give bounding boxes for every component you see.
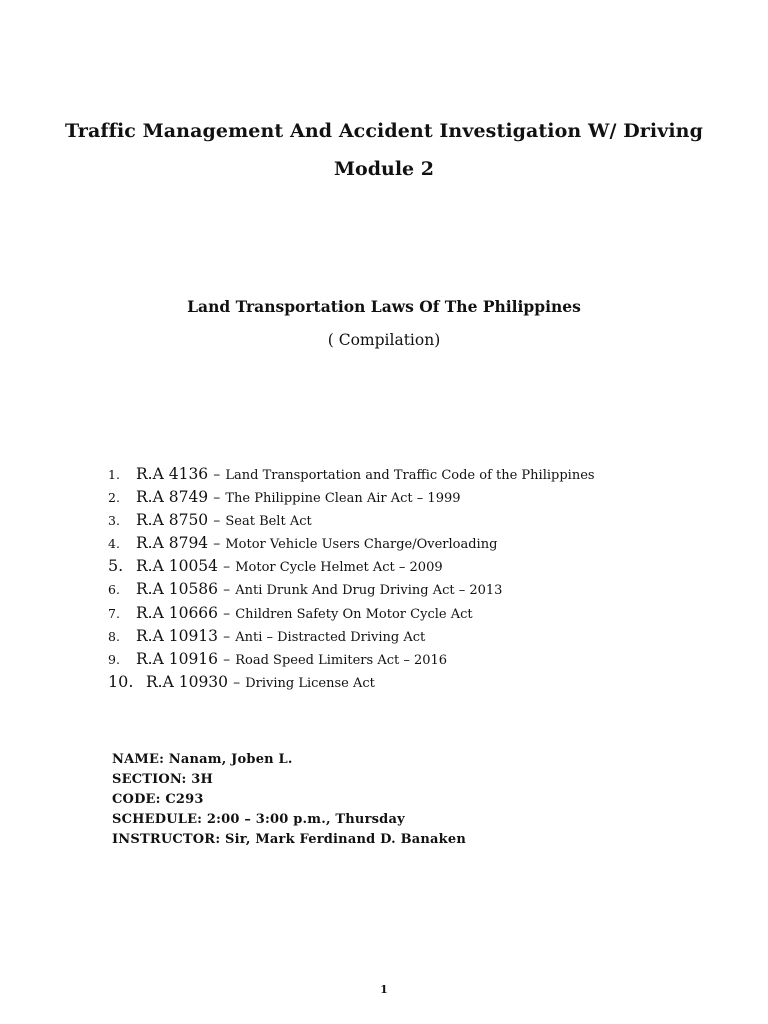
- law-code: R.A 10913: [136, 626, 219, 645]
- law-number: 10.: [108, 671, 134, 691]
- law-description: Children Safety On Motor Cycle Act: [235, 606, 473, 622]
- law-item: [108, 508, 595, 531]
- law-code: R.A 10054: [136, 557, 219, 576]
- student-schedule: SCHEDULE: 2:00 – 3:00 p.m., Thursday: [112, 812, 405, 827]
- law-item: [108, 554, 595, 577]
- law-number: 8.: [108, 628, 120, 644]
- law-code: R.A 8794: [136, 534, 209, 553]
- law-item: [108, 531, 595, 554]
- law-code: R.A 10916: [136, 649, 219, 668]
- law-description: Driving License Act: [245, 675, 375, 691]
- law-description: Anti – Distracted Driving Act: [235, 629, 426, 645]
- law-separator: –: [223, 605, 231, 622]
- law-separator: –: [233, 674, 241, 691]
- law-item: [108, 647, 595, 670]
- law-code: R.A 10666: [136, 603, 219, 622]
- student-section: SECTION: 3H: [112, 772, 213, 787]
- law-item: [108, 485, 595, 508]
- law-separator: –: [213, 513, 221, 530]
- law-number: 6.: [108, 582, 120, 598]
- law-separator: –: [223, 559, 231, 576]
- law-description: Land Transportation and Traffic Code of the Philippines: [225, 468, 595, 483]
- law-description: Seat Belt Act: [225, 514, 312, 530]
- law-number: 5.: [108, 556, 124, 576]
- law-item: [108, 670, 595, 693]
- law-number: 4.: [108, 536, 120, 552]
- law-separator: –: [213, 536, 221, 553]
- law-description: Motor Vehicle Users Charge/Overloading: [225, 537, 498, 553]
- law-code: R.A 8749: [136, 488, 209, 507]
- law-separator: –: [223, 628, 231, 645]
- law-number: 2.: [108, 490, 120, 506]
- page-number: 1: [380, 983, 388, 996]
- law-number: 1.: [108, 467, 120, 482]
- law-code: R.A 8750: [136, 511, 209, 530]
- law-item: [108, 624, 595, 647]
- student-info: [112, 750, 466, 850]
- module-label: Module 2: [334, 158, 434, 180]
- compilation-note: ( Compilation): [327, 331, 441, 349]
- law-separator: –: [213, 490, 221, 507]
- law-description: Motor Cycle Helmet Act – 2009: [235, 560, 443, 576]
- law-number: 7.: [108, 605, 120, 621]
- law-separator: –: [223, 651, 231, 668]
- law-description: Road Speed Limiters Act – 2016: [235, 652, 448, 668]
- law-separator: –: [223, 582, 231, 599]
- law-separator: –: [213, 467, 221, 483]
- law-code: R.A 4136: [136, 465, 209, 483]
- law-description: The Philippine Clean Air Act – 1999: [225, 491, 461, 507]
- law-description: Anti Drunk And Drug Driving Act – 2013: [235, 583, 503, 599]
- student-name: NAME: Nanam, Joben L.: [112, 752, 293, 767]
- document-title: Traffic Management And Accident Investigation W/ Driving: [65, 120, 703, 142]
- law-item: [108, 462, 595, 485]
- law-code: R.A 10930: [146, 672, 229, 691]
- laws-list: [108, 462, 595, 693]
- law-item: [108, 577, 595, 600]
- law-number: 3.: [108, 513, 120, 529]
- law-item: [108, 601, 595, 624]
- section-title: Land Transportation Laws Of The Philippines: [187, 297, 581, 316]
- student-code: CODE: C293: [112, 792, 204, 807]
- law-code: R.A 10586: [136, 580, 219, 599]
- student-instructor: INSTRUCTOR: Sir, Mark Ferdinand D. Banaken: [112, 832, 467, 847]
- law-number: 9.: [108, 651, 120, 667]
